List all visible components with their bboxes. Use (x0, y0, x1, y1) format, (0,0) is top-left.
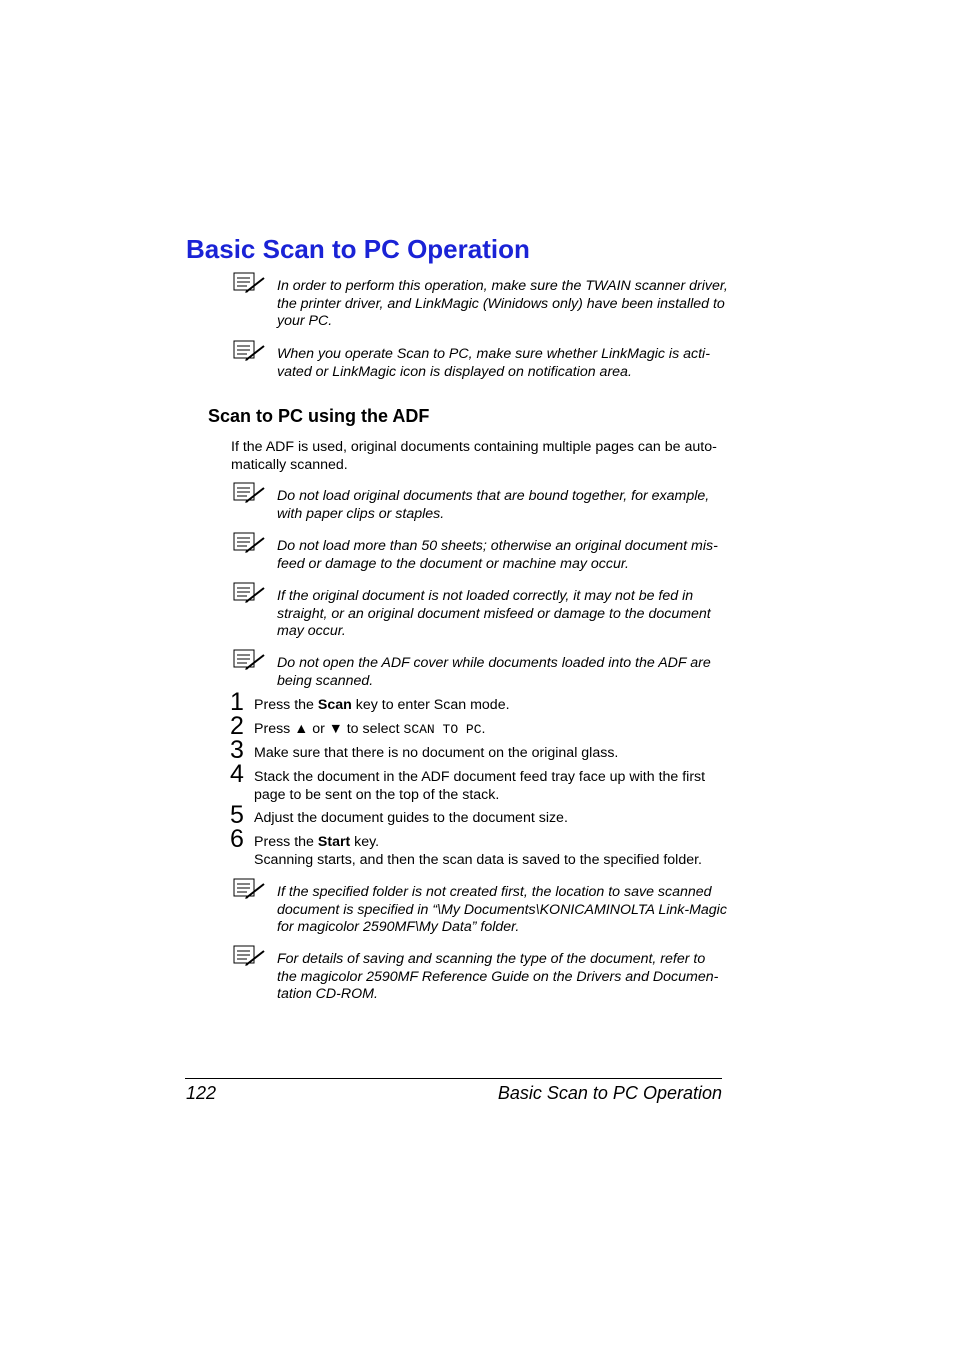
step-number: 5 (230, 801, 244, 829)
note-text: If the original document is not loaded correctly, it may not be fed in straight, or an original document misfeed or damage to the document may occur. (277, 588, 711, 640)
step-text (254, 721, 730, 739)
step-6 (230, 825, 730, 869)
step-text-part: Press the (254, 697, 318, 713)
step-number: 6 (230, 825, 244, 853)
note-pencil-icon (233, 340, 267, 364)
note-pencil-icon (233, 582, 267, 606)
section-heading: Scan to PC using the ADF (208, 406, 430, 426)
step-1 (230, 688, 730, 716)
key-name: Scan (317, 697, 352, 713)
step-number: 3 (230, 736, 244, 764)
note-text: For details of saving and scanning the type of the document, refer to the magicolor 2590MF Reference Guide on the Drivers and Documen-tation CD-ROM. (277, 951, 719, 1003)
note-pencil-icon (233, 482, 267, 506)
note (233, 488, 728, 523)
note-text: Do not open the ADF cover while documents loaded into the ADF are being scanned. (277, 655, 711, 689)
note-pencil-icon (233, 878, 267, 902)
note (233, 588, 728, 641)
note-pencil-icon (233, 649, 267, 673)
note-text: Do not load more than 50 sheets; otherwise an original document mis-feed or damage to the document or machine may occur. (277, 538, 718, 572)
page-title: Basic Scan to PC Operation (186, 234, 530, 264)
step-3 (230, 736, 730, 764)
note-pencil-icon (233, 532, 267, 556)
key-name: Start (317, 834, 351, 850)
step-number: 1 (230, 688, 244, 716)
footer-divider (185, 1078, 722, 1079)
note-pencil-icon (233, 272, 267, 296)
menu-option: SCAN TO PC (403, 722, 482, 737)
step-text: Adjust the document guides to the document size. (254, 810, 568, 826)
step-result-text: Scanning starts, and then the scan data is saved to the specified folder. (254, 851, 702, 868)
step-text: Stack the document in the ADF document feed tray face up with the first page to be sent on the top of the stack. (254, 769, 706, 803)
step-text (254, 697, 730, 715)
step-4 (230, 760, 730, 804)
step-text (254, 834, 730, 869)
step-2 (230, 712, 730, 740)
step-number: 2 (230, 712, 244, 740)
step-text-part: . (481, 721, 486, 737)
note (233, 346, 728, 381)
note-text: If the specified folder is not created first, the location to save scanned document is specified in “\My Documents\KONICAMINOLTA Link-Magic for magicolor 2590MF\My Data” folder. (277, 884, 727, 936)
note-text: In order to perform this operation, make sure the TWAIN scanner driver, the printer driver, and LinkMagic (Winidows only) have been installed to your PC. (277, 278, 728, 330)
note (233, 884, 728, 937)
step-5 (230, 801, 730, 829)
section-intro: If the ADF is used, original documents containing multiple pages can be auto-matically scanned. (231, 439, 717, 473)
step-text-part: key. (350, 834, 380, 850)
step-number: 4 (230, 760, 244, 788)
note-text: Do not load original documents that are bound together, for example, with paper clips or staples. (277, 488, 710, 522)
note-pencil-icon (233, 945, 267, 969)
step-text-part: key to enter Scan mode. (351, 697, 510, 713)
step-text-part: Press the (254, 834, 318, 850)
note (233, 655, 728, 690)
step-text-part: Press ▲ or ▼ to select (254, 721, 404, 737)
note (233, 538, 728, 573)
footer-page-number: 122 (186, 1083, 217, 1103)
note (233, 951, 728, 1004)
note-text: When you operate Scan to PC, make sure whether LinkMagic is acti-vated or LinkMagic icon is displayed on notification area. (277, 346, 710, 380)
note (233, 278, 728, 331)
footer-running-title: Basic Scan to PC Operation (497, 1083, 722, 1103)
step-text: Make sure that there is no document on the original glass. (254, 745, 619, 761)
